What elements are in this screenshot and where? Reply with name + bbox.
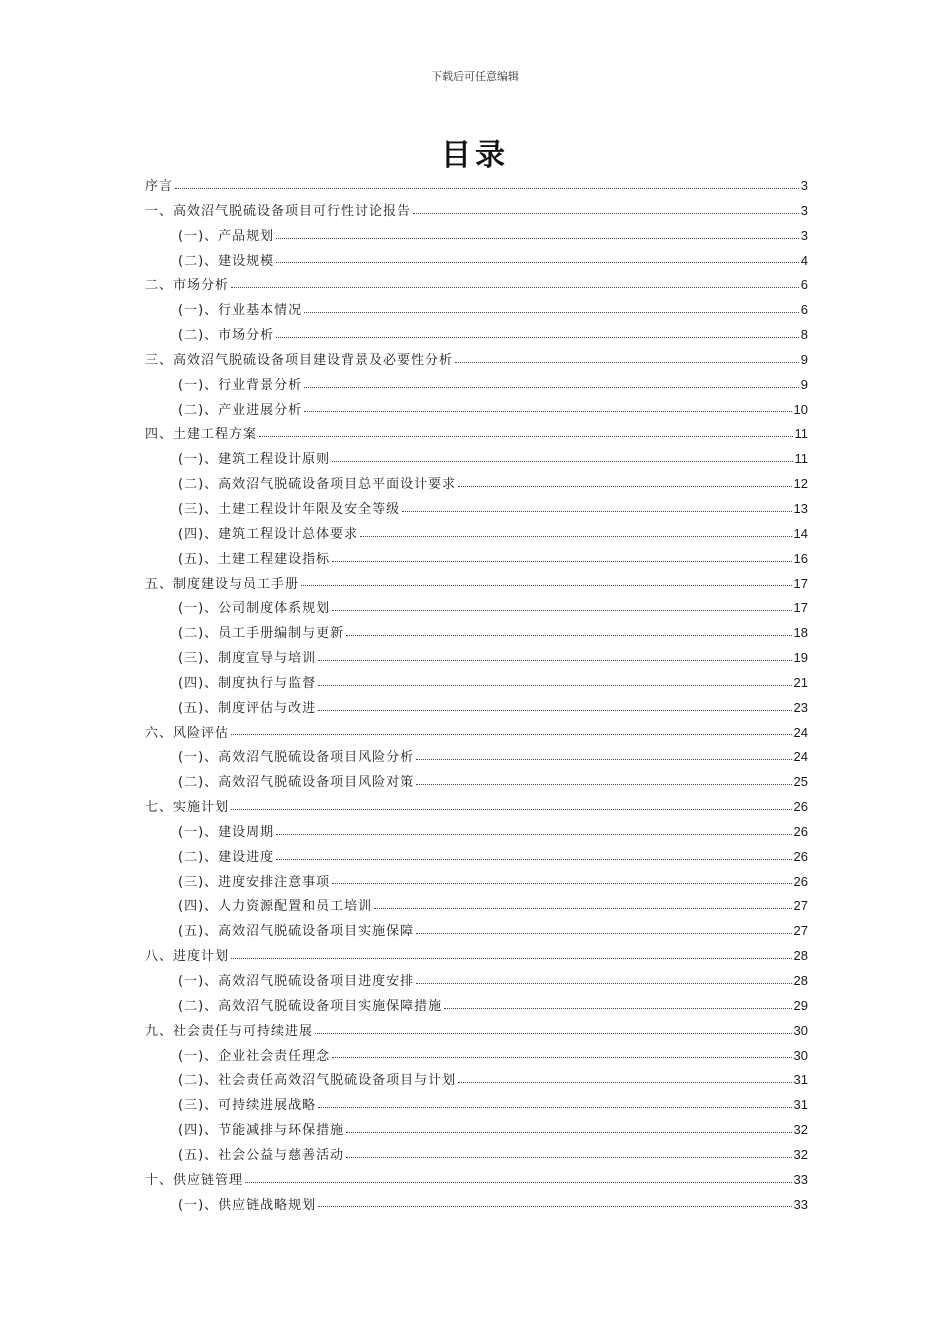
toc-entry-label: (二)、建设进度 — [178, 849, 275, 865]
toc-section-entry[interactable] — [145, 621, 808, 646]
toc-entry-label: (一)、行业背景分析 — [178, 377, 303, 393]
toc-chapter-entry[interactable] — [145, 944, 808, 969]
toc-section-entry[interactable] — [145, 522, 808, 547]
toc-page-number: 26 — [793, 848, 808, 864]
toc-page-number: 17 — [793, 600, 808, 616]
toc-entry-label: 四、土建工程方案 — [145, 427, 258, 443]
toc-section-entry[interactable] — [145, 1068, 808, 1093]
toc-dot-leader — [332, 1056, 791, 1058]
toc-dot-leader — [416, 982, 791, 984]
toc-page-number: 30 — [793, 1047, 808, 1063]
header-note: 下载后可任意编辑 — [431, 70, 519, 83]
toc-dot-leader — [276, 237, 799, 239]
toc-entry-label: (五)、土建工程建设指标 — [178, 551, 331, 567]
toc-section-entry[interactable] — [145, 1093, 808, 1118]
toc-dot-leader — [304, 410, 791, 412]
toc-section-entry[interactable] — [145, 894, 808, 919]
toc-entry-label: (二)、建设规模 — [178, 253, 275, 269]
toc-dot-leader — [318, 1106, 791, 1108]
toc-section-entry[interactable] — [145, 770, 808, 795]
toc-dot-leader — [360, 535, 791, 537]
toc-entry-label: (一)、建设周期 — [178, 824, 275, 840]
toc-entry-label: 五、制度建设与员工手册 — [145, 576, 300, 592]
toc-section-entry[interactable] — [145, 845, 808, 870]
toc-entry-label: (二)、社会责任高效沼气脱硫设备项目与计划 — [178, 1073, 457, 1089]
toc-dot-leader — [332, 609, 791, 611]
toc-entry-label: (二)、高效沼气脱硫设备项目实施保障措施 — [178, 998, 443, 1014]
toc-page-number: 32 — [793, 1146, 808, 1162]
toc-page-number: 32 — [793, 1122, 808, 1138]
toc-page-number: 24 — [793, 724, 808, 740]
toc-dot-leader — [346, 634, 791, 636]
toc-entry-label: (四)、人力资源配置和员工培训 — [178, 899, 373, 915]
toc-page-number: 26 — [793, 799, 808, 815]
toc-dot-leader — [231, 733, 792, 735]
toc-chapter-entry[interactable] — [145, 795, 808, 820]
toc-dot-leader — [315, 1032, 792, 1034]
toc-page-number: 27 — [793, 898, 808, 914]
toc-entry-label: (一)、企业社会责任理念 — [178, 1048, 331, 1064]
toc-page-number: 9 — [800, 351, 808, 367]
toc-dot-leader — [304, 311, 799, 313]
toc-dot-leader — [231, 808, 792, 810]
toc-chapter-entry[interactable] — [145, 1019, 808, 1044]
toc-section-entry[interactable] — [145, 398, 808, 423]
toc-page-number: 21 — [793, 674, 808, 690]
toc-entry-label: 序言 — [145, 179, 174, 194]
toc-dot-leader — [413, 212, 799, 214]
toc-chapter-entry[interactable] — [145, 348, 808, 373]
toc-dot-leader — [276, 261, 799, 263]
toc-page-number: 33 — [793, 1196, 808, 1212]
toc-page-number: 14 — [793, 525, 808, 541]
toc-section-entry[interactable] — [145, 596, 808, 621]
toc-dot-leader — [455, 361, 799, 363]
toc-entry-label: (三)、可持续进展战略 — [178, 1098, 317, 1114]
toc-section-entry[interactable] — [145, 671, 808, 696]
toc-entry-label: (二)、产业进展分析 — [178, 402, 303, 418]
toc-page-number: 16 — [793, 550, 808, 566]
toc-page-number: 28 — [793, 973, 808, 988]
toc-entry-label: 三、高效沼气脱硫设备项目建设背景及必要性分析 — [145, 352, 454, 368]
toc-section-entry[interactable] — [145, 994, 808, 1019]
toc-dot-leader — [402, 510, 791, 512]
toc-dot-leader — [346, 1156, 791, 1158]
toc-section-entry[interactable] — [145, 969, 808, 994]
toc-entry-label: (一)、行业基本情况 — [178, 303, 303, 319]
toc-chapter-entry[interactable] — [145, 199, 808, 224]
toc-page-number: 13 — [793, 500, 808, 516]
toc-entry-label: (一)、供应链战略规划 — [178, 1197, 317, 1213]
toc-entry-label: 一、高效沼气脱硫设备项目可行性讨论报告 — [145, 203, 412, 219]
toc-dot-leader — [416, 758, 791, 760]
toc-dot-leader — [318, 709, 791, 711]
toc-section-entry[interactable] — [145, 1193, 808, 1218]
toc-dot-leader — [458, 1081, 791, 1083]
toc-entry-label: (五)、高效沼气脱硫设备项目实施保障 — [178, 924, 415, 940]
toc-entry-label: 六、风险评估 — [145, 725, 230, 741]
toc-dot-leader — [276, 858, 791, 860]
toc-page-number: 10 — [793, 401, 808, 417]
toc-dot-leader — [231, 957, 792, 959]
toc-entry-label: (一)、建筑工程设计原则 — [178, 452, 331, 468]
toc-page-number: 12 — [793, 476, 808, 492]
toc-entry-label: (二)、高效沼气脱硫设备项目总平面设计要求 — [178, 477, 457, 493]
toc-dot-leader — [175, 187, 799, 189]
toc-page-number: 25 — [793, 774, 808, 790]
toc-dot-leader — [245, 1181, 792, 1183]
toc-dot-leader — [276, 336, 799, 338]
toc-entry-label: (四)、建筑工程设计总体要求 — [178, 526, 359, 542]
toc-entry-label: (一)、高效沼气脱硫设备项目风险分析 — [178, 750, 415, 766]
toc-dot-leader — [458, 485, 791, 487]
toc-page-number: 18 — [793, 625, 808, 641]
toc-entry-label: (二)、市场分析 — [178, 328, 275, 344]
toc-section-entry[interactable] — [145, 1044, 808, 1069]
toc-dot-leader — [416, 783, 791, 785]
toc-dot-leader — [332, 882, 791, 884]
toc-entry-label: (四)、节能减排与环保措施 — [178, 1123, 345, 1139]
toc-section-entry[interactable] — [145, 447, 808, 472]
toc-entry-label: (五)、制度评估与改进 — [178, 700, 317, 716]
toc-page-number: 6 — [800, 277, 808, 293]
table-of-contents — [145, 174, 808, 1217]
toc-chapter-entry[interactable] — [145, 273, 808, 298]
toc-dot-leader — [416, 932, 791, 934]
toc-section-entry[interactable] — [145, 323, 808, 348]
toc-page-number: 28 — [793, 948, 808, 964]
toc-dot-leader — [276, 833, 791, 835]
toc-section-entry[interactable] — [145, 1118, 808, 1143]
toc-page-number: 8 — [800, 327, 808, 343]
toc-dot-leader — [374, 907, 791, 909]
toc-page-number: 27 — [793, 923, 808, 939]
toc-chapter-entry[interactable] — [145, 422, 808, 447]
toc-dot-leader — [318, 1205, 791, 1207]
toc-dot-leader — [318, 684, 791, 686]
toc-section-entry[interactable] — [145, 870, 808, 895]
toc-chapter-entry[interactable] — [145, 572, 808, 597]
toc-dot-leader — [259, 435, 792, 437]
toc-page-number: 11 — [794, 451, 808, 467]
toc-entry-label: (一)、产品规划 — [178, 228, 275, 244]
toc-entry-label: (三)、进度安排注意事项 — [178, 874, 331, 890]
page-title: 目录 — [441, 138, 509, 173]
toc-page-number: 29 — [793, 997, 808, 1013]
toc-dot-leader — [346, 1131, 791, 1133]
toc-entry-label: 七、实施计划 — [145, 800, 230, 816]
toc-page-number: 17 — [793, 575, 808, 591]
toc-dot-leader — [318, 659, 791, 661]
toc-entry-label: (四)、制度执行与监督 — [178, 675, 317, 691]
toc-dot-leader — [301, 584, 792, 586]
toc-entry-label: (二)、员工手册编制与更新 — [178, 626, 345, 642]
toc-page-number: 31 — [793, 1072, 808, 1088]
toc-entry-label: (三)、制度宣导与培训 — [178, 651, 317, 667]
toc-section-entry[interactable] — [145, 373, 808, 398]
toc-page-number: 9 — [800, 376, 808, 392]
toc-chapter-entry[interactable] — [145, 1168, 808, 1193]
toc-entry-label: 二、市场分析 — [145, 278, 230, 294]
toc-entry-label: 八、进度计划 — [145, 949, 230, 965]
toc-section-entry[interactable] — [145, 224, 808, 249]
toc-section-entry[interactable] — [145, 249, 808, 274]
toc-entry-label: 九、社会责任与可持续进展 — [145, 1023, 314, 1039]
toc-section-entry[interactable] — [145, 919, 808, 944]
toc-section-entry[interactable] — [145, 497, 808, 522]
toc-dot-leader — [444, 1007, 791, 1009]
toc-page-number: 26 — [793, 873, 808, 889]
toc-section-entry[interactable] — [145, 547, 808, 572]
toc-page-number: 3 — [800, 178, 808, 193]
toc-entry-label: (一)、高效沼气脱硫设备项目进度安排 — [178, 974, 415, 989]
toc-page-number: 24 — [793, 749, 808, 765]
toc-page-number: 19 — [793, 650, 808, 666]
toc-dot-leader — [304, 386, 799, 388]
toc-page-number: 3 — [800, 202, 808, 218]
toc-page-number: 23 — [793, 699, 808, 715]
toc-page-number: 31 — [793, 1097, 808, 1113]
toc-entry-label: 十、供应链管理 — [145, 1172, 244, 1188]
toc-entry-label: (三)、土建工程设计年限及安全等级 — [178, 501, 401, 517]
toc-entry-label: (一)、公司制度体系规划 — [178, 601, 331, 617]
toc-dot-leader — [231, 286, 799, 288]
toc-page-number: 30 — [793, 1022, 808, 1038]
toc-section-entry[interactable] — [145, 820, 808, 845]
toc-dot-leader — [332, 560, 791, 562]
toc-chapter-entry[interactable] — [145, 174, 808, 199]
toc-page-number: 6 — [800, 302, 808, 318]
toc-page-number: 33 — [793, 1171, 808, 1187]
toc-section-entry[interactable] — [145, 745, 808, 770]
toc-section-entry[interactable] — [145, 1143, 808, 1168]
toc-chapter-entry[interactable] — [145, 721, 808, 746]
toc-page-number: 26 — [793, 823, 808, 839]
toc-section-entry[interactable] — [145, 472, 808, 497]
toc-page-number: 3 — [800, 227, 808, 243]
toc-entry-label: (二)、高效沼气脱硫设备项目风险对策 — [178, 775, 415, 791]
toc-page-number: 11 — [794, 426, 808, 442]
toc-dot-leader — [332, 460, 792, 462]
toc-section-entry[interactable] — [145, 298, 808, 323]
toc-section-entry[interactable] — [145, 646, 808, 671]
toc-section-entry[interactable] — [145, 696, 808, 721]
toc-page-number: 4 — [800, 252, 808, 268]
toc-entry-label: (五)、社会公益与慈善活动 — [178, 1147, 345, 1163]
